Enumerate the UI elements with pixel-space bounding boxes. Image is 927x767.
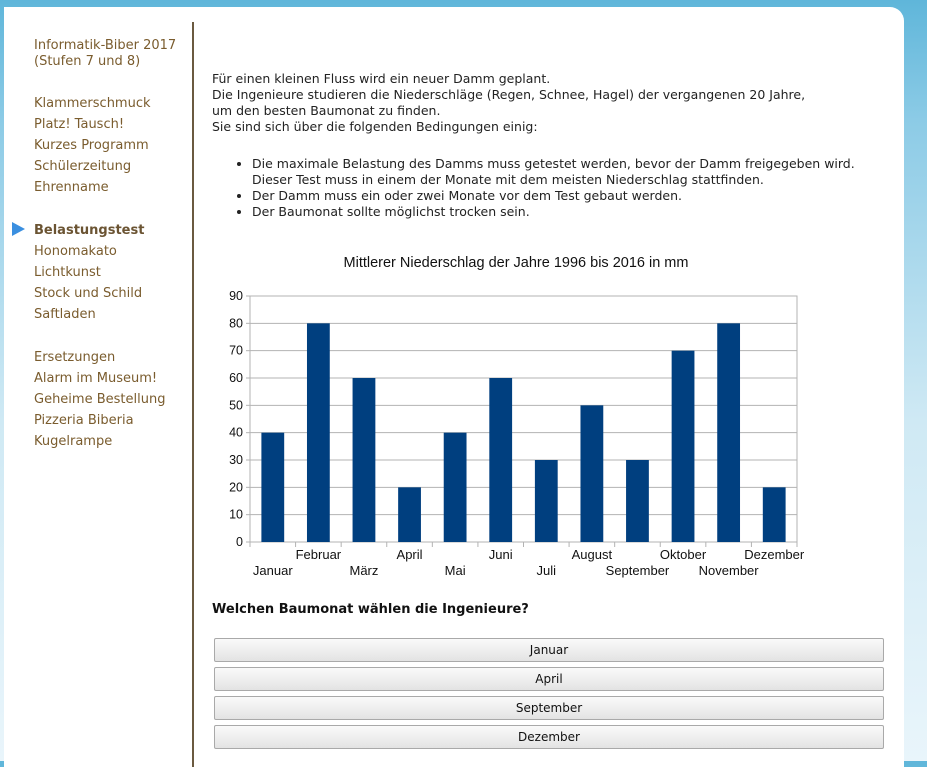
answer-button-april[interactable]: April <box>214 667 884 691</box>
x-tick-label-juli: Juli <box>536 563 557 578</box>
sidebar-item-platz-tausch[interactable]: Platz! Tausch! <box>34 117 125 132</box>
bar-august <box>580 405 603 542</box>
y-tick-label: 80 <box>229 316 243 331</box>
sidebar-item-klammerschmuck[interactable]: Klammerschmuck <box>34 96 151 111</box>
x-tick-label-mai: Mai <box>444 563 466 578</box>
sidebar-divider <box>192 22 194 767</box>
y-tick-label: 10 <box>229 507 243 522</box>
y-tick-label: 90 <box>229 289 243 303</box>
sidebar-item-belastungstest[interactable]: Belastungstest <box>34 223 145 238</box>
condition-2: • Der Damm muss ein oder zwei Monate vor dem Test gebaut werden. <box>252 188 855 204</box>
x-tick-label-februar: Februar <box>295 547 342 562</box>
chart-title: Mittlerer Niederschlag der Jahre 1996 bis 2016 in mm <box>343 255 689 271</box>
sidebar-group-3 <box>34 347 165 452</box>
answer-button-dezember[interactable]: Dezember <box>214 725 884 749</box>
sidebar-item-alarm-im-museum[interactable]: Alarm im Museum! <box>34 371 158 386</box>
bar-juli <box>535 460 558 542</box>
answer-button-januar[interactable]: Januar <box>214 638 884 662</box>
sidebar-item-saftladen[interactable]: Saftladen <box>34 307 96 322</box>
intro-line-1: Für einen kleinen Fluss wird ein neuer Damm geplant. <box>212 71 551 86</box>
condition-3: • Der Baumonat sollte möglichst trocken sein. <box>252 204 855 220</box>
contest-title-line1[interactable]: Informatik-Biber 2017 <box>34 38 177 53</box>
intro-line-4: Sie sind sich über die folgenden Bedingungen einig: <box>212 119 538 134</box>
sidebar <box>4 7 194 537</box>
question-text: Welchen Baumonat wählen die Ingenieure? <box>212 602 529 617</box>
chart-y-axis <box>229 289 250 549</box>
y-tick-label: 60 <box>229 371 243 385</box>
chart-grid <box>250 296 797 542</box>
bar-juni <box>489 378 512 542</box>
bar-november <box>717 323 740 542</box>
x-tick-label-august: August <box>571 547 613 562</box>
intro-line-2: Die Ingenieure studieren die Niederschläge (Regen, Schnee, Hagel) der vergangenen 20 Jahre, <box>212 87 806 102</box>
x-tick-label-november: November <box>698 563 759 578</box>
x-tick-label-dezember: Dezember <box>744 547 805 562</box>
bar-september <box>626 460 649 542</box>
sidebar-item-honomakato[interactable]: Honomakato <box>34 244 117 259</box>
contest-title-line2[interactable]: (Stufen 7 und 8) <box>34 54 141 69</box>
bar-märz <box>353 378 376 542</box>
sidebar-item-stock-und-schild[interactable]: Stock und Schild <box>34 286 143 301</box>
bar-dezember <box>763 487 786 542</box>
sidebar-item-geheime-bestellung[interactable]: Geheime Bestellung <box>34 392 166 407</box>
bar-mai <box>444 433 467 542</box>
y-tick-label: 0 <box>236 535 243 549</box>
y-tick-label: 50 <box>229 398 243 413</box>
condition-1-line-2: Dieser Test muss in einem der Monate mit dem meisten Niederschlag stattfinden. <box>252 172 764 187</box>
sidebar-item-ehrenname[interactable]: Ehrenname <box>34 180 109 195</box>
y-tick-label: 30 <box>229 453 243 467</box>
sidebar-group-1 <box>34 93 151 198</box>
content-card <box>4 7 904 767</box>
answer-button-september[interactable]: September <box>214 696 884 720</box>
x-tick-label-januar: Januar <box>252 563 293 578</box>
bar-april <box>398 487 421 542</box>
bar-februar <box>307 323 330 542</box>
sidebar-item-ersetzungen[interactable]: Ersetzungen <box>34 350 116 365</box>
task-intro <box>212 71 805 135</box>
condition-1 <box>252 156 855 188</box>
bar-januar <box>261 433 284 542</box>
chart-x-axis <box>250 542 805 578</box>
sidebar-item-kurzes-programm[interactable]: Kurzes Programm <box>34 138 149 153</box>
sidebar-item-lichtkunst[interactable]: Lichtkunst <box>34 265 101 280</box>
conditions-list <box>232 156 855 220</box>
intro-line-3: um den besten Baumonat zu finden. <box>212 103 441 118</box>
sidebar-group-2 <box>34 220 144 325</box>
plot-frame <box>250 296 797 542</box>
condition-1-line-1: Die maximale Belastung des Damms muss getestet werden, bevor der Damm freigegeben wird. <box>252 156 855 171</box>
sidebar-item-schuelerzeitung[interactable]: Schülerzeitung <box>34 159 132 174</box>
x-tick-label-april: April <box>396 547 423 562</box>
precipitation-chart <box>212 247 892 587</box>
current-task-arrow-icon <box>12 222 25 236</box>
x-tick-label-juni: Juni <box>488 547 513 562</box>
sidebar-item-pizzeria-biberia[interactable]: Pizzeria Biberia <box>34 413 134 428</box>
y-tick-label: 70 <box>229 343 243 358</box>
x-tick-label-september: September <box>605 563 670 578</box>
y-tick-label: 40 <box>229 425 243 440</box>
y-tick-label: 20 <box>229 480 243 495</box>
x-tick-label-märz: März <box>349 563 379 578</box>
bar-oktober <box>672 351 695 542</box>
sidebar-item-kugelrampe[interactable]: Kugelrampe <box>34 434 113 449</box>
contest-title[interactable] <box>34 38 176 70</box>
x-tick-label-oktober: Oktober <box>659 547 707 562</box>
